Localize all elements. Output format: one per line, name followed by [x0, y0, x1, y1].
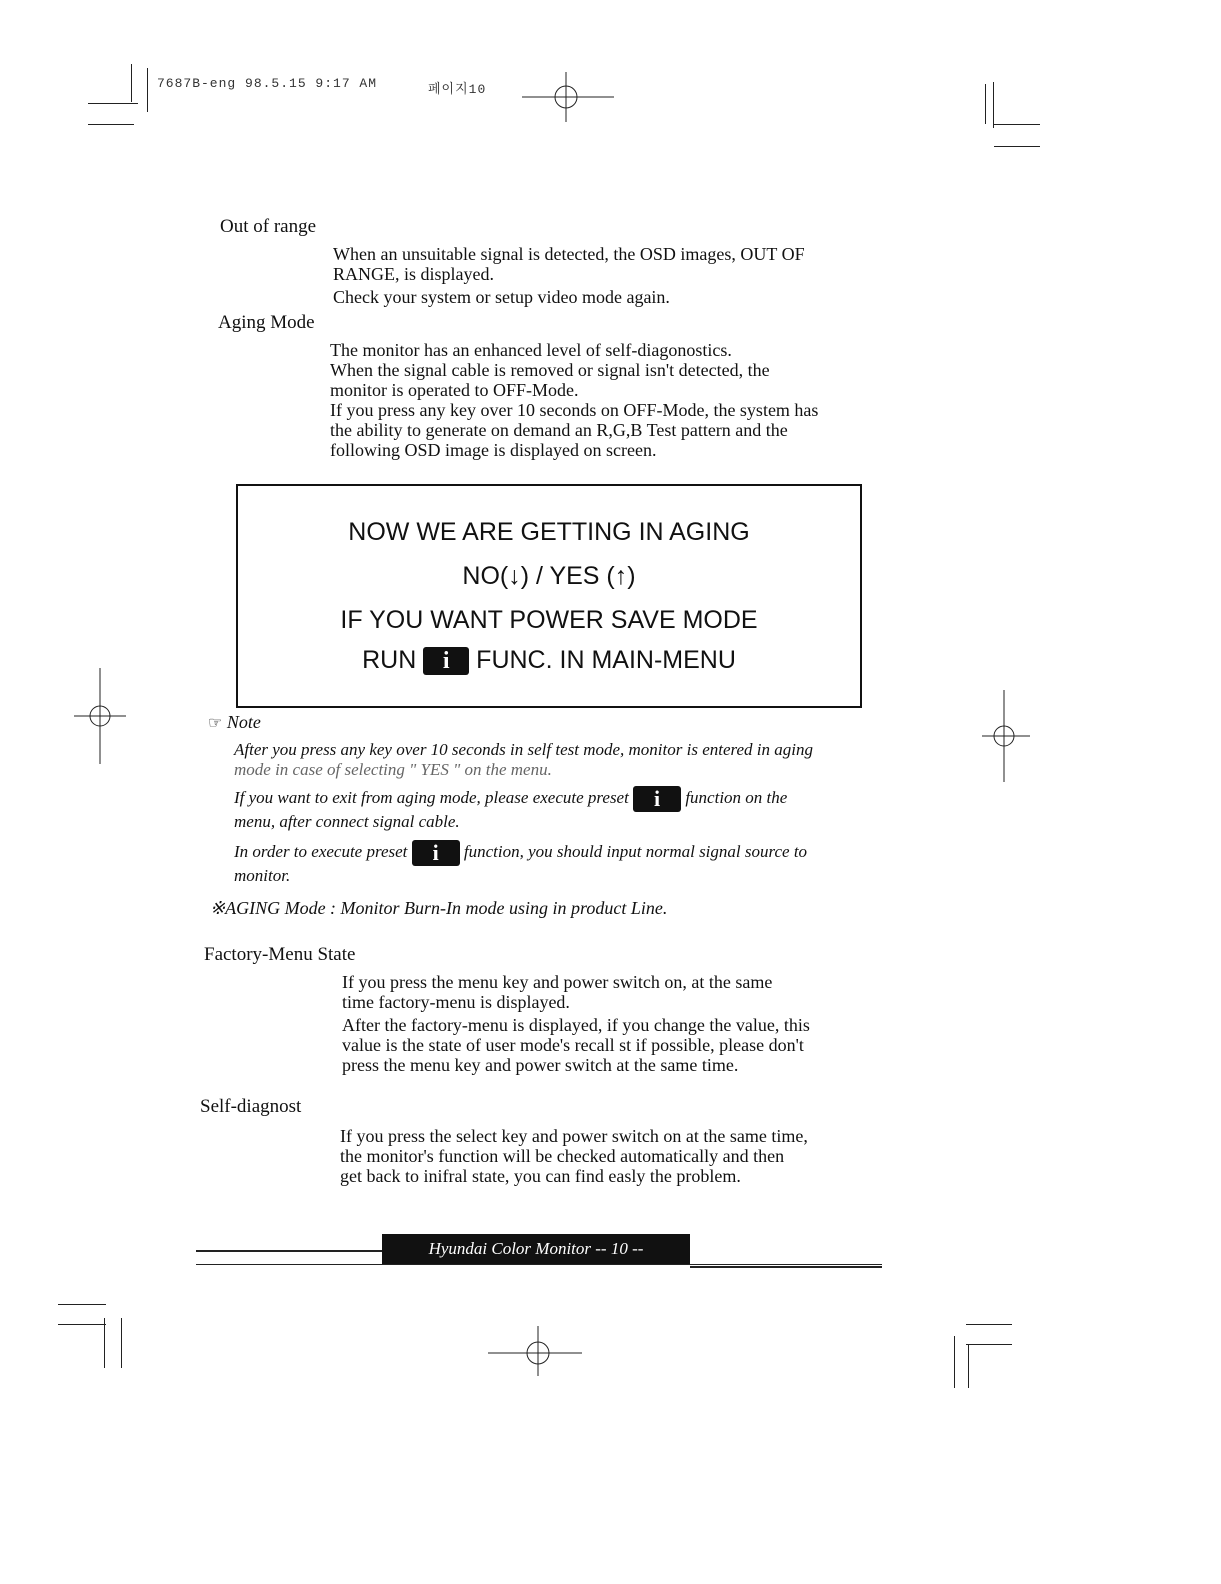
- osd-separator: ) / YES (: [520, 562, 615, 590]
- text-line: press the menu key and power switch at the same time.: [342, 1055, 739, 1075]
- out-of-range-text: [333, 244, 893, 307]
- osd-line-aging: NOW WE ARE GETTING IN AGING: [348, 518, 750, 546]
- crop-mark: [147, 68, 148, 112]
- crop-mark: [993, 82, 994, 128]
- text-line: [234, 786, 894, 812]
- crop-mark: [968, 1344, 969, 1388]
- info-icon: i: [633, 786, 681, 812]
- section-title-factory-menu: Factory-Menu State: [204, 944, 356, 965]
- text-line: After you press any key over 10 seconds in self test mode, monitor is entered in aging: [234, 740, 813, 759]
- footer-rule: [690, 1266, 882, 1268]
- text-line: [234, 840, 894, 866]
- text-line: get back to inifral state, you can find easly the problem.: [340, 1166, 741, 1186]
- section-title-out-of-range: Out of range: [220, 216, 317, 237]
- registration-mark-icon: [522, 72, 614, 122]
- text-line: monitor.: [234, 866, 291, 885]
- info-icon: i: [423, 647, 469, 675]
- registration-mark-icon: [488, 1326, 582, 1376]
- note-header: [208, 712, 261, 733]
- registration-mark-icon: [982, 690, 1030, 782]
- note-preset-text: In order to execute preset: [234, 841, 408, 861]
- note-title: Note: [226, 712, 261, 732]
- crop-mark: [104, 1318, 105, 1368]
- osd-line-run-func: [238, 646, 860, 675]
- crop-mark: [58, 1324, 106, 1325]
- text-line: Check your system or setup video mode again.: [333, 287, 670, 307]
- note-exit-text-2: function on the: [685, 787, 788, 807]
- crop-mark: [121, 1318, 122, 1368]
- text-line: the ability to generate on demand an R,G,B Test pattern and the: [330, 420, 788, 440]
- crop-mark: [966, 1324, 1012, 1325]
- factory-menu-text: [342, 972, 902, 1075]
- osd-run: RUN: [362, 646, 417, 674]
- page-mark: 페이지10: [428, 82, 487, 97]
- print-slug: 7687B-eng 98.5.15 9:17 AM: [157, 76, 378, 91]
- footer-rule: [196, 1264, 882, 1265]
- text-line: monitor is operated to OFF-Mode.: [330, 380, 579, 400]
- aging-mode-text: [330, 340, 900, 460]
- text-line: If you press the menu key and power switch on, at the same: [342, 972, 773, 992]
- arrow-up-icon: ↑: [614, 562, 628, 590]
- crop-mark: [88, 103, 138, 104]
- osd-close: ): [627, 562, 636, 590]
- osd-no-label: NO(: [462, 562, 509, 590]
- registration-mark-icon: [74, 668, 126, 764]
- text-line: RANGE, is displayed.: [333, 264, 494, 284]
- text-line: If you press any key over 10 seconds on OFF-Mode, the system has: [330, 400, 819, 420]
- crop-mark: [131, 64, 132, 102]
- crop-mark: [994, 124, 1040, 125]
- footer-bar: Hyundai Color Monitor -- 10 --: [382, 1234, 690, 1264]
- note-text: [234, 740, 894, 886]
- text-line: time factory-menu is displayed.: [342, 992, 570, 1012]
- section-title-aging-mode: Aging Mode: [218, 312, 315, 333]
- self-diagnost-text: [340, 1126, 900, 1186]
- crop-mark: [58, 1304, 106, 1305]
- crop-mark: [966, 1344, 1012, 1345]
- crop-mark: [954, 1336, 955, 1388]
- note-exit-text: If you want to exit from aging mode, please execute preset: [234, 787, 629, 807]
- text-line: mode in case of selecting " YES " on the menu.: [234, 760, 552, 779]
- osd-line-power-save: IF YOU WANT POWER SAVE MODE: [340, 606, 758, 634]
- text-line: menu, after connect signal cable.: [234, 812, 460, 831]
- crop-mark: [994, 146, 1040, 147]
- crop-mark: [88, 124, 134, 125]
- footer-rule: [196, 1250, 384, 1252]
- aging-definition: ※AGING Mode : Monitor Burn-In mode using in product Line.: [210, 898, 668, 918]
- text-line: After the factory-menu is displayed, if you change the value, this: [342, 1015, 810, 1035]
- info-icon: i: [412, 840, 460, 866]
- text-line: following OSD image is displayed on screen.: [330, 440, 657, 460]
- osd-line-no-yes: [238, 562, 860, 591]
- text-line: the monitor's function will be checked automatically and then: [340, 1146, 785, 1166]
- text-line: If you press the select key and power switch on at the same time,: [340, 1126, 808, 1146]
- text-line: When the signal cable is removed or signal isn't detected, the: [330, 360, 770, 380]
- osd-image-box: [236, 484, 862, 708]
- text-line: When an unsuitable signal is detected, the OSD images, OUT OF: [333, 244, 805, 264]
- osd-func: FUNC. IN MAIN-MENU: [476, 646, 736, 674]
- note-preset-text-2: function, you should input normal signal source to: [463, 841, 808, 861]
- text-line: The monitor has an enhanced level of self-diagonostics.: [330, 340, 732, 360]
- text-line: value is the state of user mode's recall st if possible, please don't: [342, 1035, 804, 1055]
- pointing-hand-icon: ☞: [208, 715, 223, 732]
- arrow-down-icon: ↓: [508, 562, 521, 590]
- section-title-self-diagnost: Self-diagnost: [200, 1096, 302, 1117]
- crop-mark: [985, 84, 986, 124]
